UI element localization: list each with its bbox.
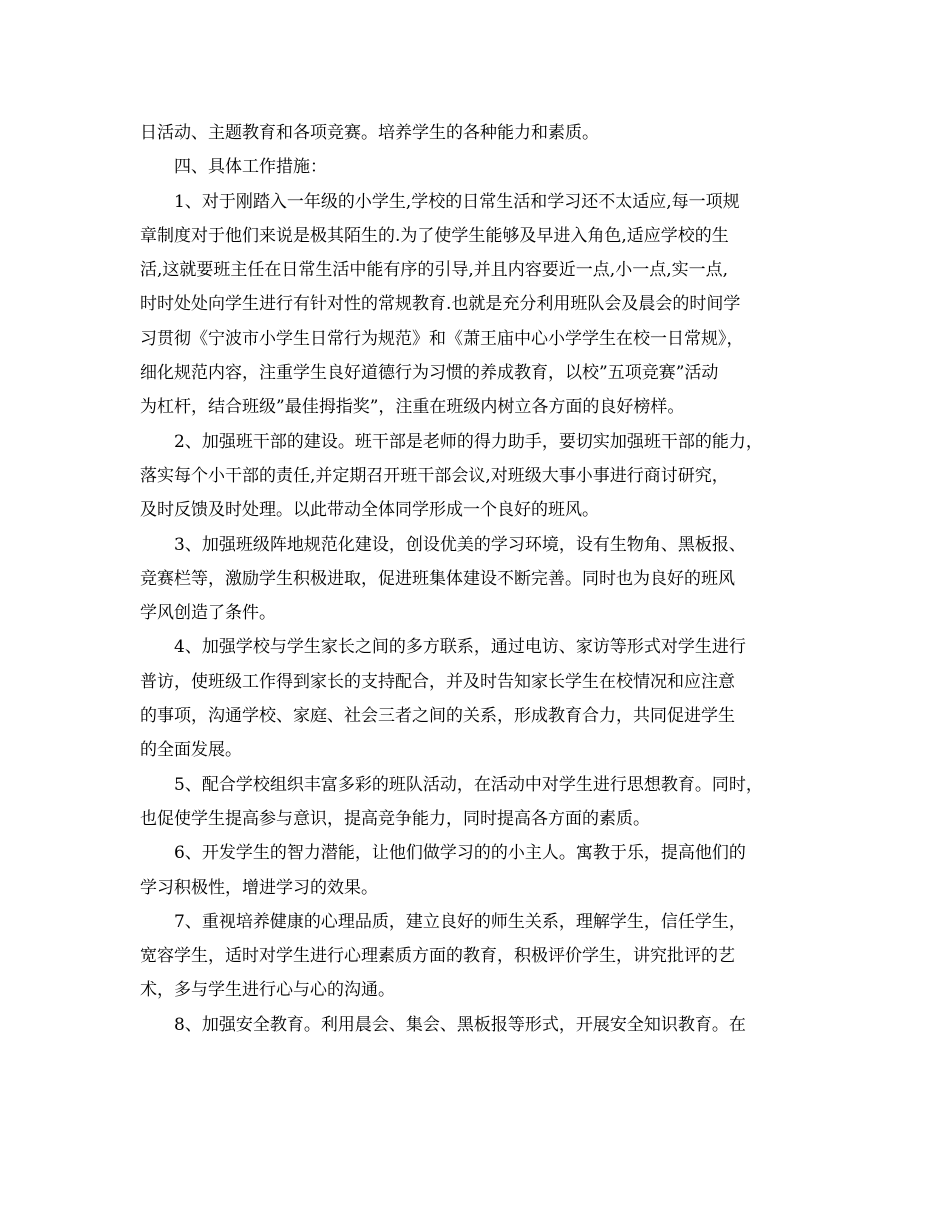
- paragraph-line: 及时反馈及时处理。以此带动全体同学形成一个良好的班风。: [140, 500, 599, 521]
- document-paragraph: [140, 1008, 820, 1042]
- document-paragraph: [140, 768, 820, 837]
- paragraph-line: 日活动、主题教育和各项竞赛。培养学生的各种能力和素质。: [140, 123, 599, 143]
- paragraph-line: 普访，使班级工作得到家长的支持配合，并及时告知家长学生在校情况和应注意: [140, 671, 735, 692]
- paragraph-line: 4、加强学校与学生家长之间的多方联系，通过电访、家访等形式对学生进行: [174, 637, 746, 658]
- document-paragraph: [140, 905, 820, 1008]
- paragraph-line: 6、开发学生的智力潜能，让他们做学习的的小主人。寓教于乐，提高他们的: [174, 843, 746, 864]
- paragraph-line: 学风创造了条件。: [140, 603, 276, 624]
- document-paragraph: [140, 150, 820, 184]
- document-paragraph: [140, 425, 820, 528]
- paragraph-line: 章制度对于他们来说是极其陌生的.为了使学生能够及早进入角色,适应学校的生: [140, 225, 729, 246]
- paragraph-line: 四、具体工作措施：: [174, 157, 327, 178]
- paragraph-line: 时时处处向学生进行有针对性的常规教育.也就是充分利用班队会及晨会的时间学: [140, 294, 741, 315]
- document-paragraph: [140, 630, 820, 767]
- paragraph-line: 细化规范内容，注重学生良好道德行为习惯的养成教育，以校”五项竞赛”活动: [140, 363, 719, 384]
- paragraph-line: 2、加强班干部的建设。班干部是老师的得力助手，要切实加强班干部的能力，: [174, 431, 763, 452]
- paragraph-line: 也促使学生提高参与意识，提高竞争能力，同时提高各方面的素质。: [140, 808, 650, 829]
- paragraph-line: 习贯彻《宁波市小学生日常行为规范》和《萧王庙中心小学学生在校一日常规》，: [140, 328, 744, 349]
- paragraph-line: 5、配合学校组织丰富多彩的班队活动，在活动中对学生进行思想教育。同时，: [174, 774, 763, 795]
- paragraph-line: 学习积极性，增进学习的效果。: [140, 877, 378, 898]
- paragraph-line: 竞赛栏等，激励学生积极进取，促进班集体建设不断完善。同时也为良好的班风: [140, 568, 735, 589]
- paragraph-line: 活,这就要班主任在日常生活中能有序的引导,并且内容要近一点,小一点,实一点,: [140, 260, 729, 281]
- document-paragraph: [140, 116, 820, 150]
- paragraph-line: 8、加强安全教育。利用晨会、集会、黑板报等形式，开展安全知识教育。在: [174, 1014, 746, 1035]
- document-body: [140, 116, 820, 1042]
- paragraph-line: 的全面发展。: [140, 740, 242, 761]
- document-paragraph: [140, 836, 820, 905]
- paragraph-line: 1、对于刚踏入一年级的小学生,学校的日常生活和学习还不太适应,每一项规: [174, 191, 740, 212]
- paragraph-line: 7、重视培养健康的心理品质，建立良好的师生关系，理解学生，信任学生，: [174, 911, 746, 932]
- paragraph-line: 为杠杆，结合班级”最佳拇指奖”，注重在班级内树立各方面的良好榜样。: [140, 397, 685, 418]
- paragraph-line: 落实每个小干部的责任,并定期召开班干部会议,对班级大事小事进行商讨研究，: [140, 465, 729, 486]
- paragraph-line: 的事项，沟通学校、家庭、社会三者之间的关系，形成教育合力，共同促进学生: [140, 706, 735, 727]
- document-paragraph: [140, 528, 820, 631]
- paragraph-line: 宽容学生，适时对学生进行心理素质方面的教育，积极评价学生，讲究批评的艺: [140, 946, 735, 967]
- paragraph-line: 3、加强班级阵地规范化建设，创设优美的学习环境，设有生物角、黑板报、: [174, 534, 746, 555]
- paragraph-line: 术，多与学生进行心与心的沟通。: [140, 980, 395, 1001]
- document-paragraph: [140, 185, 820, 425]
